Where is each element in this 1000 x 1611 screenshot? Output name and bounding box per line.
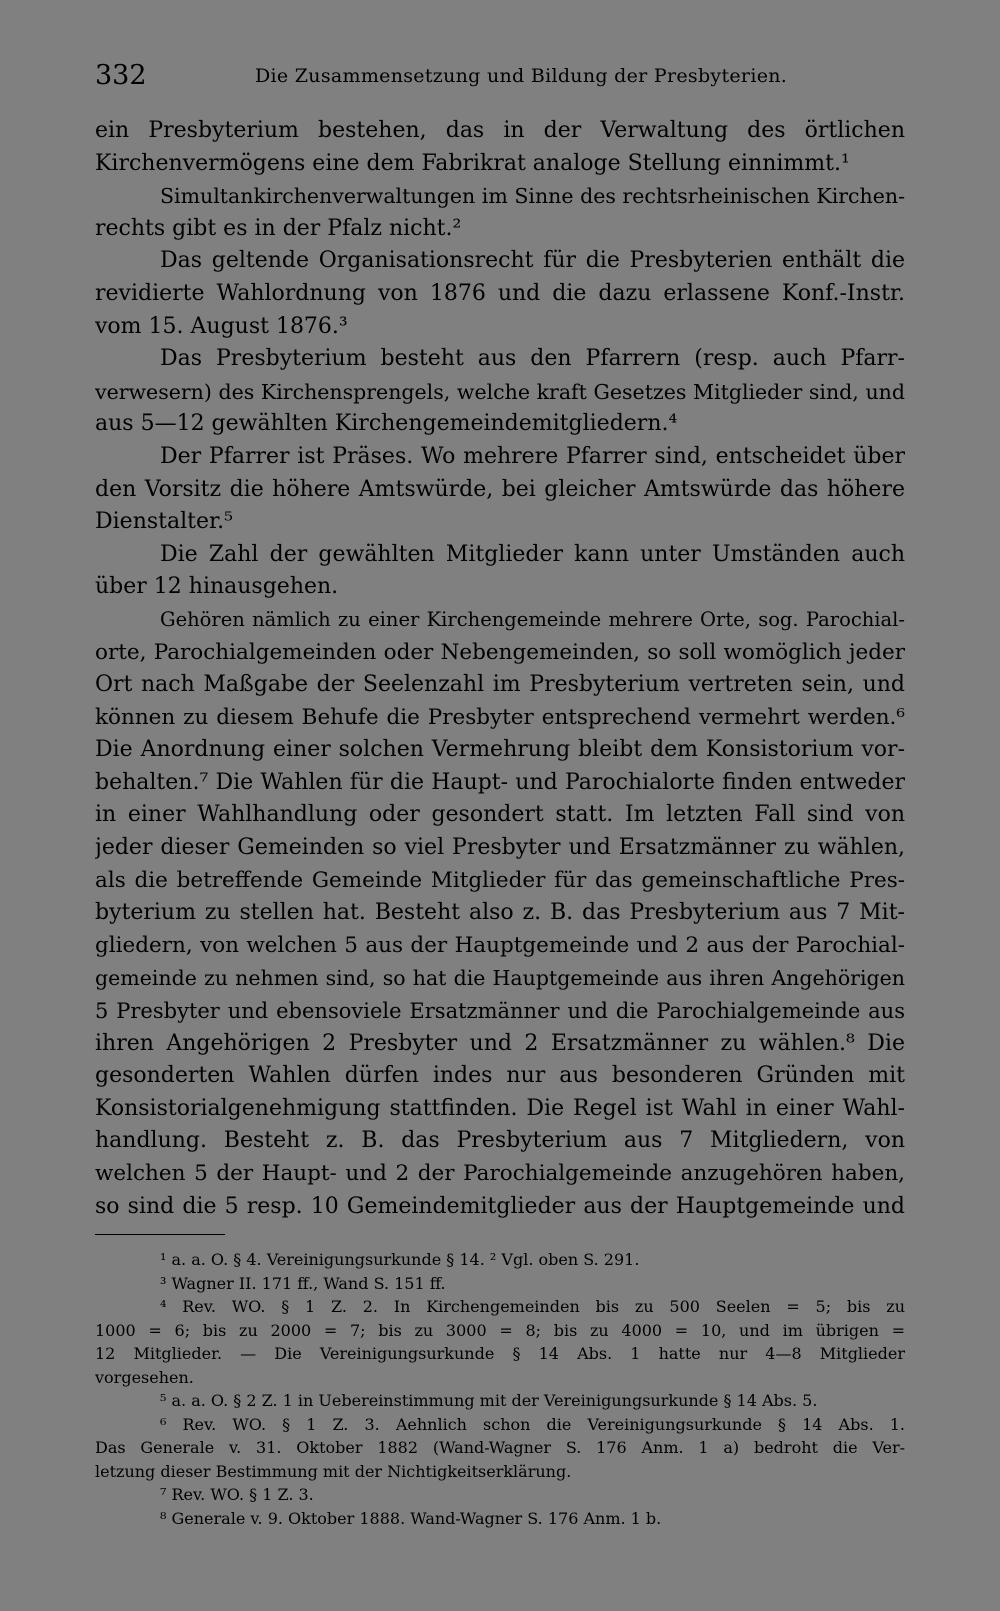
body-line: gliedern, von welchen 5 aus der Hauptgemeinde und 2 aus der Parochial- [95, 932, 905, 958]
body-line: jeder dieser Gemeinden so viel Presbyter und Ersatzmänner zu wählen, [95, 835, 905, 861]
footnote-line: 1000 = 6; bis zu 2000 = 7; bis zu 3000 = 8; bis zu 4000 = 10, und im übrigen = [95, 1320, 905, 1340]
page-header [95, 58, 905, 94]
body-line: welchen 5 der Haupt- und 2 der Parochialgemeinde anzugehören haben, [95, 1161, 905, 1186]
footnote-line: ⁷ Rev. WO. § 1 Z. 3. [160, 1485, 314, 1504]
footnotes [95, 1248, 905, 1530]
footnote-line: ⁵ a. a. O. § 2 Z. 1 in Uebereinstimmung mit der Vereinigungsurkunde § 14 Abs. 5. [160, 1391, 818, 1410]
body-line: handlung. Besteht z. B. das Presbyterium aus 7 Mitgliedern, von [95, 1128, 905, 1154]
body-line: Dienstalter.⁵ [95, 509, 233, 535]
footnote-line: ⁶ Rev. WO. § 1 Z. 3. Aehnlich schon die Vereinigungsurkunde § 14 Abs. 1. [160, 1414, 905, 1434]
body-line: ihren Angehörigen 2 Presbyter und 2 Ersatzmänner zu wählen.⁸ Die [95, 1030, 905, 1056]
body-line: gemeinde zu nehmen sind, so hat die Hauptgemeinde aus ihren Angehörigen [95, 966, 905, 991]
page-number: 332 [95, 60, 147, 91]
running-title: Die Zusammensetzung und Bildung der Presbyterien. [255, 65, 788, 87]
body-line: Die Anordnung einer solchen Vermehrung bleibt dem Konsistorium vor- [95, 737, 905, 763]
body-line: vom 15. August 1876.³ [95, 313, 348, 339]
body-line: gesonderten Wahlen dürfen indes nur aus besonderen Gründen mit [95, 1063, 905, 1089]
footnote-line: Das Generale v. 31. Oktober 1882 (Wand-Wagner S. 176 Anm. 1 a) bedroht die Ver- [95, 1438, 905, 1457]
body-line: Kirchenvermögens eine dem Fabrikrat analoge Stellung einnimmt.¹ [95, 150, 850, 176]
body-line: können zu diesem Behufe die Presbyter entsprechend vermehrt werden.⁶ [95, 704, 905, 730]
footnote-line: ¹ a. a. O. § 4. Vereinigungsurkunde § 14. ² Vgl. oben S. 291. [160, 1250, 640, 1269]
body-line: Gehören nämlich zu einer Kirchengemeinde mehrere Orte, sog. Parochial- [160, 607, 905, 631]
body-line: verwesern) des Kirchensprengels, welche kraft Gesetzes Mitglieder sind, und [95, 379, 905, 404]
footnote-line: vorgesehen. [95, 1367, 194, 1387]
body-line: Das Presbyterium besteht aus den Pfarrern (resp. auch Pfarr- [160, 346, 905, 372]
footnote-line: 12 Mitglieder. — Die Vereinigungsurkunde § 14 Abs. 1 hatte nur 4—8 Mitglieder [95, 1344, 905, 1363]
body-line: aus 5—12 gewählten Kirchengemeindemitgliedern.⁴ [95, 411, 678, 437]
body-line: revidierte Wahlordnung von 1876 und die dazu erlassene Konf.-Instr. [95, 280, 905, 306]
body-line: ein Presbyterium bestehen, das in der Verwaltung des örtlichen [95, 118, 905, 143]
body-line: Konsistorialgenehmigung stattfinden. Die Regel ist Wahl in einer Wahl- [95, 1095, 905, 1121]
body-text [95, 115, 905, 1223]
body-line: Ort nach Maßgabe der Seelenzahl im Presbyterium vertreten sein, und [95, 672, 905, 698]
body-line: in einer Wahlhandlung oder gesondert statt. Im letzten Fall sind von [95, 802, 905, 828]
footnote-separator [95, 1234, 225, 1235]
footnote-line: ³ Wagner II. 171 ff., Wand S. 151 ff. [160, 1273, 446, 1293]
body-line: byterium zu stellen hat. Besteht also z. B. das Presbyterium aus 7 Mit- [95, 900, 905, 926]
body-line: den Vorsitz die höhere Amtswürde, bei gleicher Amtswürde das höhere [95, 476, 905, 502]
body-line: Der Pfarrer ist Präses. Wo mehrere Pfarrer sind, entscheidet über [160, 443, 905, 469]
body-line: behalten.⁷ Die Wahlen für die Haupt- und Parochialorte finden entweder [95, 769, 905, 795]
body-line: 5 Presbyter und ebensoviele Ersatzmänner und die Parochialgemeinde aus [95, 999, 905, 1024]
footnote-line: letzung dieser Bestimmung mit der Nichtigkeitserklärung. [95, 1461, 572, 1481]
footnote-line: ⁸ Generale v. 9. Oktober 1888. Wand-Wagner S. 176 Anm. 1 b. [160, 1508, 662, 1528]
body-line: Das geltende Organisationsrecht für die Presbyterien enthält die [160, 248, 905, 274]
body-line: orte, Parochialgemeinden oder Nebengemeinden, so soll womöglich jeder [95, 639, 905, 665]
body-line: Simultankirchenverwaltungen im Sinne des rechtsrheinischen Kirchen- [160, 184, 905, 209]
body-line: Die Zahl der gewählten Mitglieder kann unter Umständen auch [160, 541, 905, 567]
footnote-line: ⁴ Rev. WO. § 1 Z. 2. In Kirchengemeinden bis zu 500 Seelen = 5; bis zu [160, 1297, 905, 1316]
body-line: so sind die 5 resp. 10 Gemeindemitglieder aus der Hauptgemeinde und [95, 1193, 905, 1219]
body-line: als die betreffende Gemeinde Mitglieder für das gemeinschaftliche Pres- [95, 867, 905, 893]
body-line: über 12 hinausgehen. [95, 574, 339, 600]
body-line: rechts gibt es in der Pfalz nicht.² [95, 215, 462, 241]
